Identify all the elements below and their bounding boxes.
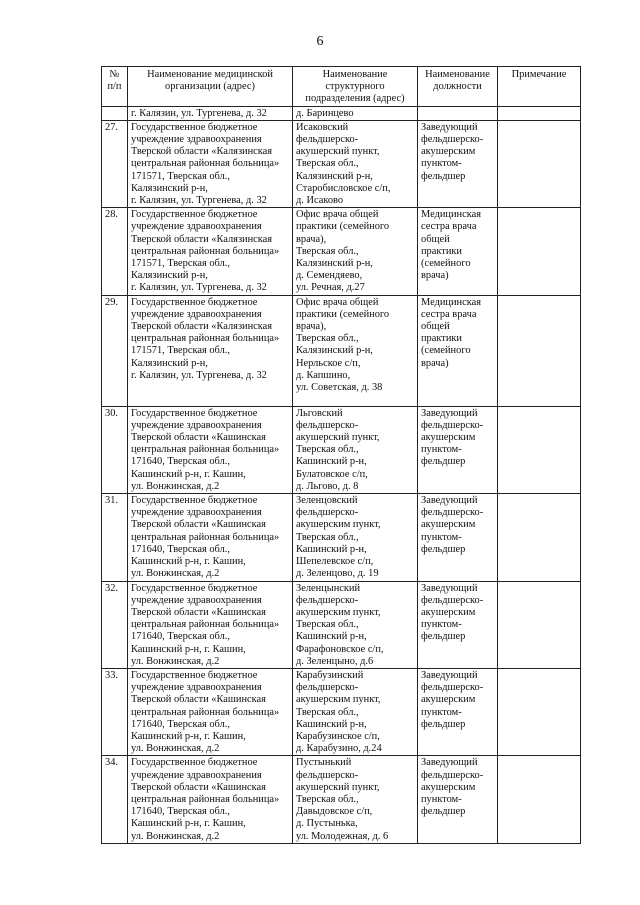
cell-organization: Государственное бюджетное учреждение здравоохранения Тверской области «Калязинская центральная районная больница» 171571, Тверская обл., Калязинский р-н, г. Калязин, ул. Тургенева, д. 32 — [128, 208, 293, 295]
cell-organization: Государственное бюджетное учреждение здравоохранения Тверской области «Калязинская центральная районная больница» 171571, Тверская обл., Калязинский р-н, г. Калязин, ул. Тургенева, д. 32 — [128, 295, 293, 406]
table-row — [102, 120, 581, 207]
registry-table — [101, 66, 581, 844]
cell-position: Заведующий фельдшерско- акушерским пунктом- фельдшер — [418, 406, 498, 493]
page-number: 6 — [316, 34, 324, 49]
cell-position: Заведующий фельдшерско- акушерским пунктом- фельдшер — [418, 668, 498, 755]
cell-position: Заведующий фельдшерско- акушерским пунктом- фельдшер — [418, 494, 498, 581]
cell-note — [498, 120, 581, 207]
cell-position: Медицинская сестра врача общей практики (семейного врача) — [418, 208, 498, 295]
cell-position: Заведующий фельдшерско- акушерским пунктом- фельдшер — [418, 120, 498, 207]
cell-number: 31. — [102, 494, 128, 581]
cell-subdivision: Пустынький фельдшерско- акушерский пункт, Тверская обл., Давыдовское с/п, д. Пустынька, ул. Молодежная, д. 6 — [293, 756, 418, 844]
table-row — [102, 406, 581, 493]
table-row — [102, 208, 581, 295]
cell-subdivision: д. Баринцево — [293, 106, 418, 120]
header-number: № п/п — [102, 67, 128, 107]
cell-note — [498, 406, 581, 493]
cell-organization: Государственное бюджетное учреждение здравоохранения Тверской области «Кашинская центральная районная больница» 171640, Тверская обл., Кашинский р-н, г. Кашин, ул. Вонжинская, д.2 — [128, 668, 293, 755]
cell-number: 30. — [102, 406, 128, 493]
cell-number: 28. — [102, 208, 128, 295]
header-position: Наименование должности — [418, 67, 498, 107]
cell-organization: Государственное бюджетное учреждение здравоохранения Тверской области «Калязинская центральная районная больница» 171571, Тверская обл., Калязинский р-н, г. Калязин, ул. Тургенева, д. 32 — [128, 120, 293, 207]
cell-note — [498, 756, 581, 844]
header-subdivision: Наименование структурного подразделения (адрес) — [293, 67, 418, 107]
table-header-row — [102, 67, 581, 107]
cell-subdivision: Офис врача общей практики (семейного врача), Тверская обл., Калязинский р-н, д. Семендяево, ул. Речная, д.27 — [293, 208, 418, 295]
cell-position: Заведующий фельдшерско- акушерским пунктом- фельдшер — [418, 581, 498, 668]
cell-subdivision: Офис врача общей практики (семейного врача), Тверская обл., Калязинский р-н, Нерльское с/п, д. Капшино, ул. Советская, д. 38 — [293, 295, 418, 406]
cell-organization: Государственное бюджетное учреждение здравоохранения Тверской области «Кашинская центральная районная больница» 171640, Тверская обл., Кашинский р-н, г. Кашин, ул. Вонжинская, д.2 — [128, 494, 293, 581]
cell-number: 34. — [102, 756, 128, 844]
table-row — [102, 295, 581, 406]
cell-organization: Государственное бюджетное учреждение здравоохранения Тверской области «Кашинская центральная районная больница» 171640, Тверская обл., Кашинский р-н, г. Кашин, ул. Вонжинская, д.2 — [128, 581, 293, 668]
cell-subdivision: Зеленцовский фельдшерско- акушерским пункт, Тверская обл., Кашинский р-н, Шепелевское с/п, д. Зеленцово, д. 19 — [293, 494, 418, 581]
cell-position: Заведующий фельдшерско- акушерским пунктом- фельдшер — [418, 756, 498, 844]
cell-note — [498, 581, 581, 668]
cell-subdivision: Льговский фельдшерско- акушерский пункт, Тверская обл., Кашинский р-н, Булатовское с/п, д. Льгово, д. 8 — [293, 406, 418, 493]
table-row — [102, 494, 581, 581]
table-row — [102, 581, 581, 668]
cell-subdivision: Карабузинский фельдшерско- акушерским пункт, Тверская обл., Кашинский р-н, Карабузинское с/п, д. Карабузино, д.24 — [293, 668, 418, 755]
cell-note — [498, 295, 581, 406]
cell-note — [498, 494, 581, 581]
cell-number: 27. — [102, 120, 128, 207]
cell-number: 32. — [102, 581, 128, 668]
table-row-continuation — [102, 106, 581, 120]
cell-position: Медицинская сестра врача общей практики (семейного врача) — [418, 295, 498, 406]
cell-organization: Государственное бюджетное учреждение здравоохранения Тверской области «Кашинская центральная районная больница» 171640, Тверская обл., Кашинский р-н, г. Кашин, ул. Вонжинская, д.2 — [128, 406, 293, 493]
cell-subdivision: Зеленцынский фельдшерско- акушерским пункт, Тверская обл., Кашинский р-н, Фарафоновское с/п, д. Зеленцыно, д.6 — [293, 581, 418, 668]
cell-note — [498, 668, 581, 755]
header-note: Примечание — [498, 67, 581, 107]
cell-number — [102, 106, 128, 120]
cell-number: 29. — [102, 295, 128, 406]
cell-note — [498, 208, 581, 295]
table-row — [102, 668, 581, 755]
cell-note — [498, 106, 581, 120]
cell-position — [418, 106, 498, 120]
cell-number: 33. — [102, 668, 128, 755]
table-row — [102, 756, 581, 844]
cell-organization: Государственное бюджетное учреждение здравоохранения Тверской области «Кашинская центральная районная больница» 171640, Тверская обл., Кашинский р-н, г. Кашин, ул. Вонжинская, д.2 — [128, 756, 293, 844]
cell-organization: г. Калязин, ул. Тургенева, д. 32 — [128, 106, 293, 120]
header-organization: Наименование медицинской организации (адрес) — [128, 67, 293, 107]
cell-subdivision: Исаковский фельдшерско- акушерский пункт, Тверская обл., Калязинский р-н, Старобисловское с/п, д. Исаково — [293, 120, 418, 207]
